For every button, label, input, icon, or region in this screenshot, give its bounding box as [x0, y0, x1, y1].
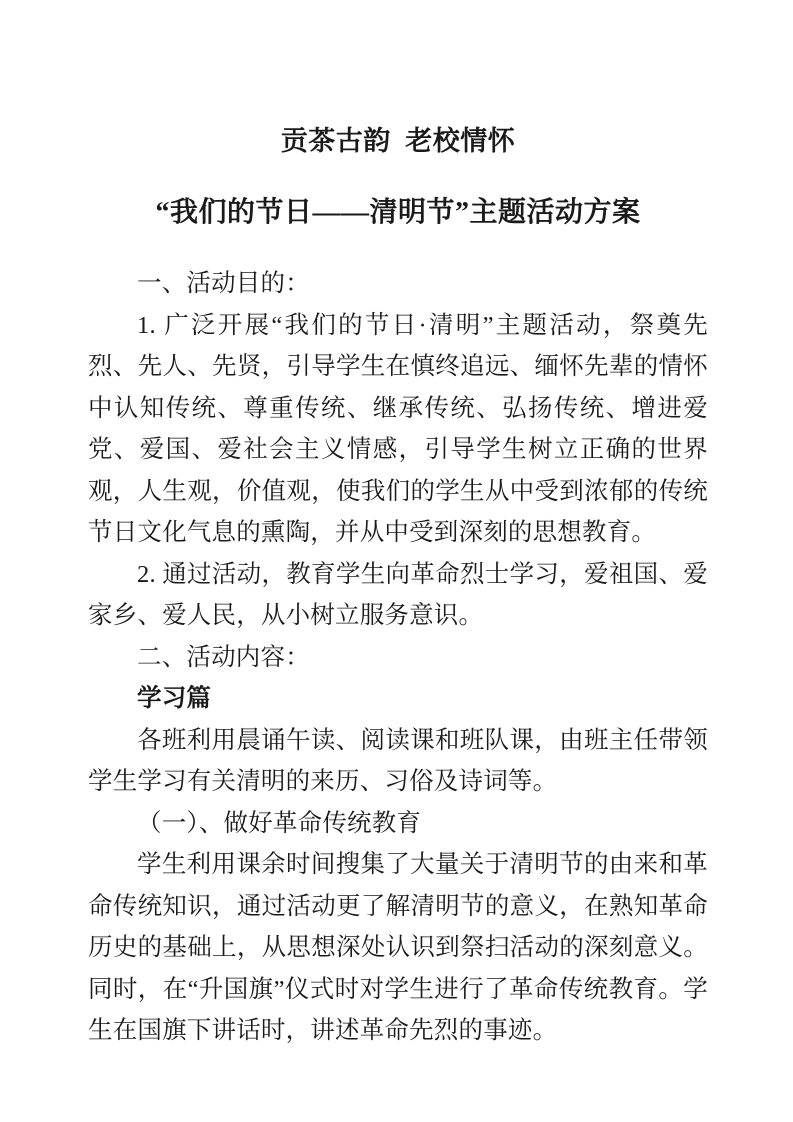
purpose-item-2: 2. 通过活动，教育学生向革命烈士学习，爱祖国、爱家乡、爱人民，从小树立服务意识。 — [88, 560, 708, 629]
section-one-body: 学生利用课余时间搜集了大量关于清明节的由来和革命传统知识，通过活动更了解清明节的意义，在熟知革命历史的基础上，从思想深处认识到祭扫活动的深刻意义。同时，在“升国旗”仪式时对学生进行了革命传统教育。学生在国旗下讲话时，讲述革命先烈的事迹。 — [88, 851, 708, 1044]
document-title-sub: “我们的节日——清明节”主题活动方案 — [155, 197, 641, 228]
purpose-item-1: 1. 广泛开展“我们的节日·清明”主题活动，祭奠先烈、先人、先贤，引导学生在慎终追远、缅怀先辈的情怀中认知传统、尊重传统、继承传统、弘扬传统、增进爱党、爱国、爱社会主义情感，引导学生树立正确的世界观，人生观，价值观，使我们的学生从中受到浓郁的传统节日文化气息的熏陶，并从中受到深刻的思想教育。 — [88, 311, 708, 546]
subheading-study: 学习篇 — [137, 685, 212, 712]
heading-section-one: （一）、做好革命传统教育 — [137, 809, 422, 837]
document-body — [88, 227, 708, 1052]
heading-content: 二、活动内容： — [137, 643, 310, 671]
document-content-column — [88, 0, 708, 1052]
document-title-main: 贡茶古韵 老校情怀 — [280, 126, 516, 156]
heading-purpose: 一、活动目的： — [137, 270, 310, 297]
study-body: 各班利用晨诵午读、阅读课和班队课，由班主任带领学生学习有关清明的来历、习俗及诗词等。 — [88, 726, 708, 795]
